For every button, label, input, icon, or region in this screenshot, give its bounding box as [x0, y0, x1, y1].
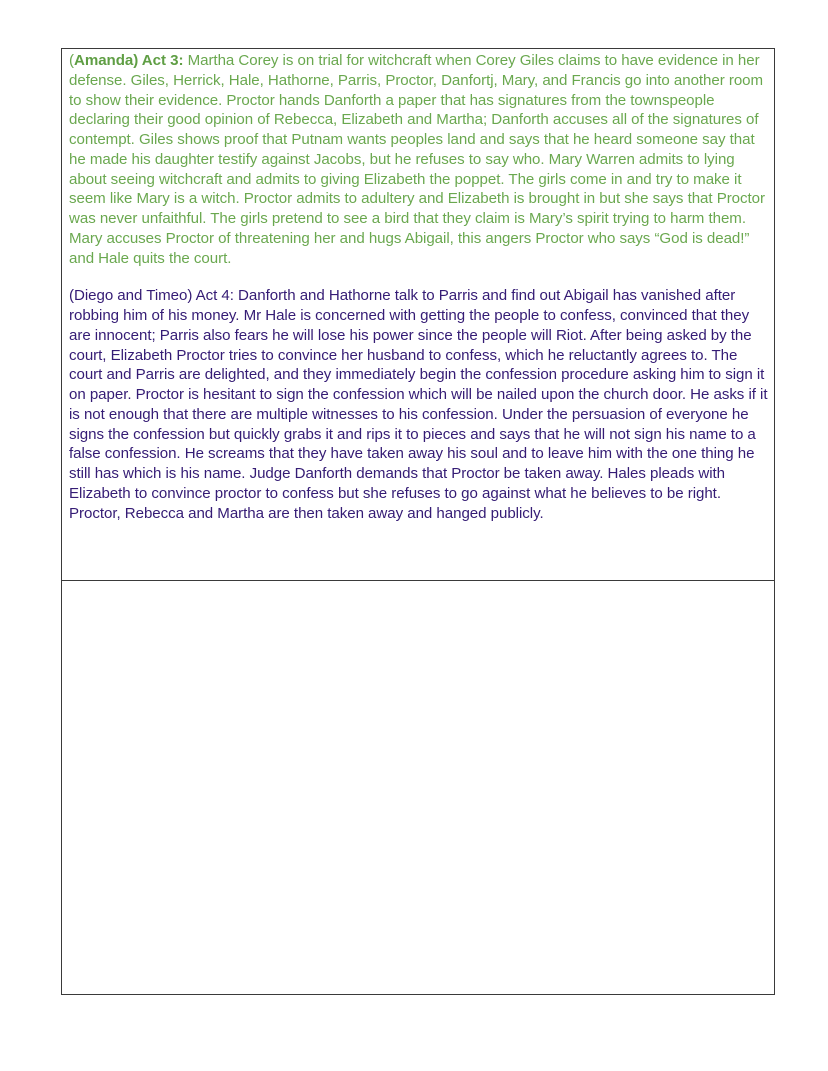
act3-author-label: Amanda) Act 3:: [73, 52, 184, 69]
summary-cell: [62, 49, 774, 581]
empty-cell[interactable]: [62, 581, 774, 994]
act3-summary-paragraph: [69, 51, 768, 268]
summary-table: [61, 48, 775, 995]
act3-summary-text: Martha Corey is on trial for witchcraft when Corey Giles claims to have evidence in her defense. Giles, Herrick, Hale, Hathorne, Parris, Proctor, Danfortj, Mary, and Francis go into another room to show their evidence. Proctor hands Danforth a paper that has signatures from the townspeople declaring their good opinion of Rebecca, Elizabeth and Martha; Danforth accuses all of the signatures of contempt. Giles shows proof that Putnam wants peoples land and says that he heard someone say that he made his daughter testify against Jacobs, but he refuses to say who. Mary Warren admits to lying about seeing witchcraft and admits to giving Elizabeth the poppet. The girls come in and try to make it seem like Mary is a witch. Proctor admits to adultery and Elizabeth is brought in but she says that Proctor was never unfaithful. The girls pretend to see a bird that they claim is Mary’s spirit trying to harm them. Mary accuses Proctor of threatening her and hugs Abigail, this angers Proctor who says “God is dead!” and Hale quits the court.: [69, 52, 765, 267]
act4-summary-paragraph: (Diego and Timeo) Act 4: Danforth and Hathorne talk to Parris and find out Abigail has vanished after robbing him of his money. Mr Hale is concerned with getting the people to confess, convinced that they are innocent; Parris also fears he will lose his power since the people will Riot. After being asked by the court, Elizabeth Proctor tries to convince her husband to confess, which he reluctantly agrees to. The court and Parris are delighted, and they immediately begin the confession procedure asking him to sign it on paper. Proctor is hesitant to sign the confession which will be nailed upon the church door. He asks if it is not enough that there are multiple witnesses to his confession. Under the persuasion of everyone he signs the confession but quickly grabs it and rips it to pieces and says that he will not sign his name to a false confession. He screams that they have taken away his soul and to leave him with the one thing he still has which is his name. Judge Danforth demands that Proctor be taken away. Hales pleads with Elizabeth to convince proctor to confess but she refuses to go against what he believes to be right. Proctor, Rebecca and Martha are then taken away and hanged publicly.: [69, 287, 768, 522]
act3-open-paren: (: [69, 52, 74, 69]
